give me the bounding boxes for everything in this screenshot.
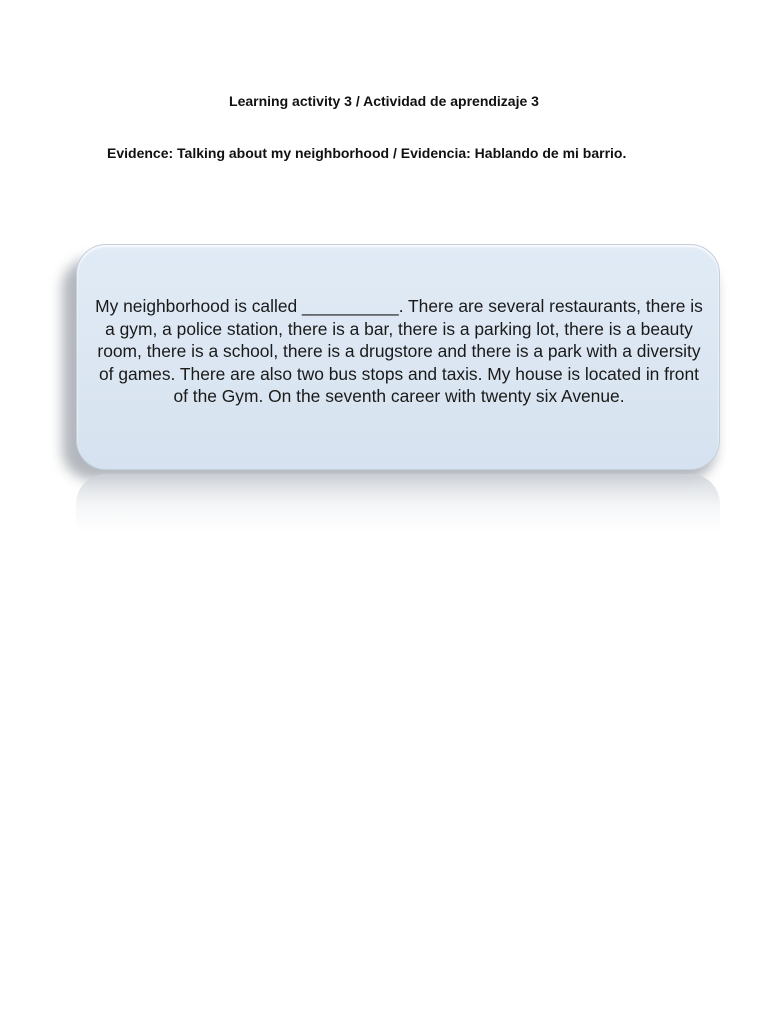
evidence-statement: Evidence: Talking about my neighborhood / Evidencia: Hablando de mi barrio. (107, 145, 627, 161)
text-box-reflection (76, 474, 720, 532)
document-title: Learning activity 3 / Actividad de aprendizaje 3 (229, 93, 539, 109)
neighborhood-text-box (76, 244, 720, 470)
neighborhood-paragraph: My neighborhood is called __________. There are several restaurants, there is a gym, a police station, there is a bar, there is a parking lot, there is a beauty room, there is a school, there is a drugstore and there is a park with a diversity of games. There are also two bus stops and taxis. My house is located in front of the Gym. On the seventh career with twenty six Avenue. (95, 296, 703, 406)
